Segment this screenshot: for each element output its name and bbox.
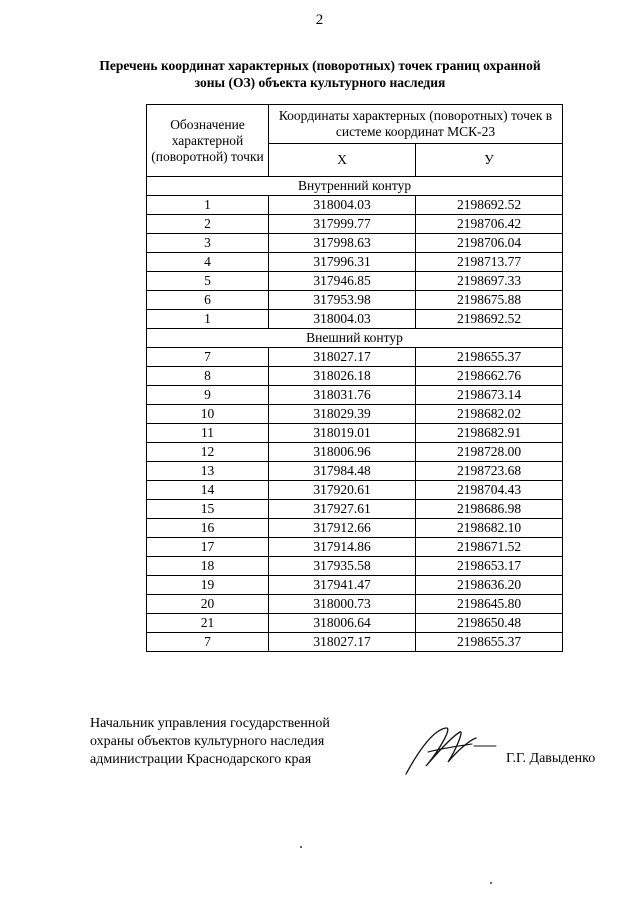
point-cell: 17: [147, 538, 269, 557]
y-cell: 2198706.42: [416, 215, 563, 234]
x-cell: 317927.61: [269, 500, 416, 519]
y-cell: 2198655.37: [416, 348, 563, 367]
title-line-1: Перечень координат характерных (поворотных) точек границ охранной: [99, 58, 541, 73]
table-row: [147, 291, 563, 310]
y-cell: 2198728.00: [416, 443, 563, 462]
table-row: [147, 576, 563, 595]
header-x: Х: [269, 144, 416, 177]
x-cell: 318026.18: [269, 367, 416, 386]
x-cell: 318004.03: [269, 310, 416, 329]
position-line-2: охраны объектов культурного наследия: [90, 734, 325, 749]
y-cell: 2198686.98: [416, 500, 563, 519]
scan-speck: [490, 882, 492, 884]
table-row: [147, 348, 563, 367]
y-cell: 2198697.33: [416, 272, 563, 291]
x-cell: 318000.73: [269, 595, 416, 614]
table-row: [147, 443, 563, 462]
section-title: Внутренний контур: [147, 177, 563, 196]
signatory-name: Г.Г. Давыденко: [506, 751, 596, 766]
point-cell: 2: [147, 215, 269, 234]
table-row: [147, 500, 563, 519]
y-cell: 2198682.91: [416, 424, 563, 443]
x-cell: 317920.61: [269, 481, 416, 500]
point-cell: 3: [147, 234, 269, 253]
section-title: Внешний контур: [147, 329, 563, 348]
x-cell: 317984.48: [269, 462, 416, 481]
document-title: [60, 57, 580, 91]
point-cell: 20: [147, 595, 269, 614]
point-cell: 1: [147, 196, 269, 215]
coordinates-table: [146, 104, 563, 652]
table-row: [147, 367, 563, 386]
point-cell: 12: [147, 443, 269, 462]
table-header-row: [147, 105, 563, 144]
x-cell: 318027.17: [269, 633, 416, 652]
table-row: [147, 196, 563, 215]
point-cell: 15: [147, 500, 269, 519]
header-coordinates: Координаты характерных (поворотных) точек в системе координат МСК-23: [269, 105, 563, 144]
x-cell: 318004.03: [269, 196, 416, 215]
table-row: [147, 633, 563, 652]
y-cell: 2198653.17: [416, 557, 563, 576]
y-cell: 2198650.48: [416, 614, 563, 633]
table-row: [147, 538, 563, 557]
header-point: Обозначение характерной (поворотной) точки: [147, 105, 269, 177]
point-cell: 14: [147, 481, 269, 500]
point-cell: 18: [147, 557, 269, 576]
point-cell: 16: [147, 519, 269, 538]
header-y: У: [416, 144, 563, 177]
x-cell: 318006.96: [269, 443, 416, 462]
table-row: [147, 310, 563, 329]
y-cell: 2198671.52: [416, 538, 563, 557]
point-cell: 5: [147, 272, 269, 291]
y-cell: 2198713.77: [416, 253, 563, 272]
y-cell: 2198692.52: [416, 196, 563, 215]
point-cell: 11: [147, 424, 269, 443]
section-row: [147, 329, 563, 348]
position-line-3: администрации Краснодарского края: [90, 752, 312, 767]
table-row: [147, 557, 563, 576]
point-cell: 1: [147, 310, 269, 329]
table-row: [147, 462, 563, 481]
y-cell: 2198655.37: [416, 633, 563, 652]
title-line-2: зоны (ОЗ) объекта культурного наследия: [194, 75, 446, 90]
section-row: [147, 177, 563, 196]
x-cell: 317999.77: [269, 215, 416, 234]
table-row: [147, 405, 563, 424]
x-cell: 318031.76: [269, 386, 416, 405]
scan-speck: [300, 846, 302, 848]
point-cell: 7: [147, 348, 269, 367]
x-cell: 317998.63: [269, 234, 416, 253]
y-cell: 2198675.88: [416, 291, 563, 310]
x-cell: 317953.98: [269, 291, 416, 310]
y-cell: 2198673.14: [416, 386, 563, 405]
y-cell: 2198682.10: [416, 519, 563, 538]
point-cell: 7: [147, 633, 269, 652]
point-cell: 8: [147, 367, 269, 386]
table-body: [147, 177, 563, 652]
table-row: [147, 215, 563, 234]
table-row: [147, 272, 563, 291]
x-cell: 318029.39: [269, 405, 416, 424]
x-cell: 318006.64: [269, 614, 416, 633]
x-cell: 318019.01: [269, 424, 416, 443]
x-cell: 317996.31: [269, 253, 416, 272]
point-cell: 13: [147, 462, 269, 481]
y-cell: 2198636.20: [416, 576, 563, 595]
table-row: [147, 481, 563, 500]
x-cell: 317912.66: [269, 519, 416, 538]
y-cell: 2198682.02: [416, 405, 563, 424]
x-cell: 317946.85: [269, 272, 416, 291]
table-row: [147, 424, 563, 443]
point-cell: 19: [147, 576, 269, 595]
y-cell: 2198704.43: [416, 481, 563, 500]
position-line-1: Начальник управления государственной: [90, 716, 330, 731]
point-cell: 10: [147, 405, 269, 424]
table-row: [147, 386, 563, 405]
signatory-position: [90, 715, 390, 769]
x-cell: 318027.17: [269, 348, 416, 367]
table-row: [147, 253, 563, 272]
y-cell: 2198692.52: [416, 310, 563, 329]
table-row: [147, 519, 563, 538]
point-cell: 4: [147, 253, 269, 272]
handwritten-signature: [398, 722, 498, 782]
x-cell: 317914.86: [269, 538, 416, 557]
table-row: [147, 234, 563, 253]
y-cell: 2198645.80: [416, 595, 563, 614]
x-cell: 317935.58: [269, 557, 416, 576]
table-row: [147, 614, 563, 633]
point-cell: 6: [147, 291, 269, 310]
table-row: [147, 595, 563, 614]
x-cell: 317941.47: [269, 576, 416, 595]
y-cell: 2198723.68: [416, 462, 563, 481]
page-number: 2: [315, 12, 324, 28]
point-cell: 21: [147, 614, 269, 633]
point-cell: 9: [147, 386, 269, 405]
y-cell: 2198662.76: [416, 367, 563, 386]
y-cell: 2198706.04: [416, 234, 563, 253]
